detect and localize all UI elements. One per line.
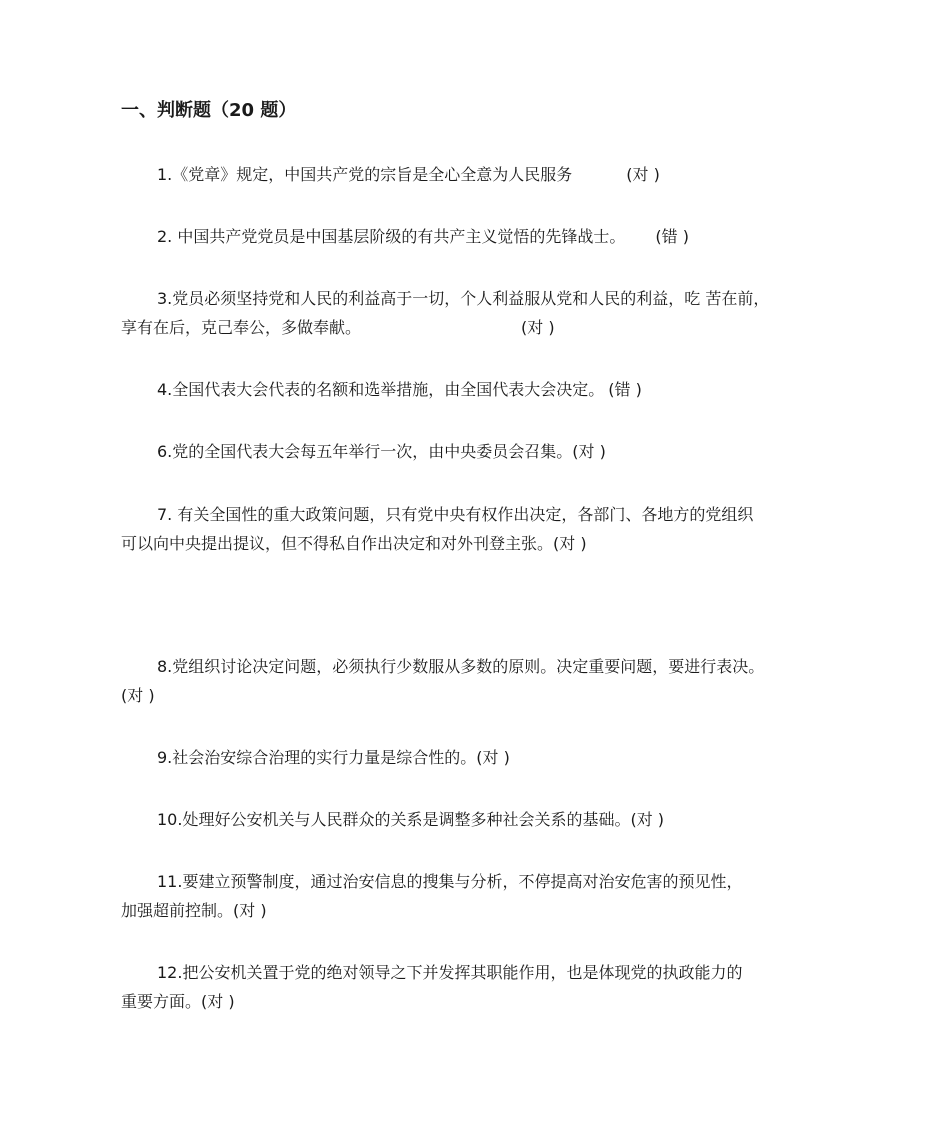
answer-mark: (对 ) (201, 992, 235, 1011)
section-heading: 一、判断题（20 题） (121, 100, 297, 121)
question-8 (121, 652, 841, 710)
question-7 (121, 500, 841, 558)
question-text: 2. 中国共产党党员是中国基层阶级的有共产主义觉悟的先锋战士。 (157, 227, 626, 246)
question-text: 1.《党章》规定，中国共产党的宗旨是全心全意为人民服务 (157, 165, 573, 184)
question-text: 6.党的全国代表大会每五年举行一次，由中央委员会召集。 (157, 442, 573, 461)
question-line (121, 437, 841, 466)
answer-mark: (对 ) (521, 318, 555, 337)
question-3 (121, 284, 841, 342)
question-line (121, 313, 841, 342)
question-2 (121, 222, 841, 251)
answer-mark: (对 ) (121, 686, 155, 705)
question-line: 7. 有关全国性的重大政策问题，只有党中央有权作出决定，各部门、各地方的党组织 (157, 505, 754, 524)
question-line (121, 160, 841, 189)
question-line (121, 805, 841, 834)
question-10 (121, 805, 841, 834)
answer-mark: (错 ) (608, 380, 642, 399)
answer-mark: (对 ) (626, 165, 660, 184)
answer-mark: (对 ) (630, 810, 665, 829)
answer-mark: (对 ) (233, 901, 267, 920)
answer-mark: (对 ) (476, 748, 510, 767)
question-text: 加强超前控制。 (121, 901, 234, 920)
question-11 (121, 867, 841, 925)
question-line: 3.党员必须坚持党和人民的利益高于一切，个人利益服从党和人民的利益，吃 苦在前， (157, 289, 770, 308)
question-text: 10.处理好公安机关与人民群众的关系是调整多种社会关系的基础。 (157, 810, 631, 829)
question-line (121, 375, 841, 404)
question-text: 重要方面。 (121, 992, 202, 1011)
question-6 (121, 437, 841, 466)
question-text: 可以向中央提出提议，但不得私自作出决定和对外刊登主张。 (121, 534, 554, 553)
question-line (121, 529, 841, 558)
question-12 (121, 958, 841, 1016)
question-line (121, 987, 841, 1016)
question-line (121, 222, 841, 251)
question-line: 8.党组织讨论决定问题，必须执行少数服从多数的原则。决定重要问题，要进行表决。 (157, 657, 765, 676)
answer-mark: (对 ) (572, 442, 606, 461)
question-9 (121, 743, 841, 772)
question-text: 9.社会治安综合治理的实行力量是综合性的。 (157, 748, 477, 767)
answer-mark: (对 ) (553, 534, 587, 553)
question-text: 享有在后，克己奉公，多做奉献。 (121, 318, 362, 337)
question-4 (121, 375, 841, 404)
question-line (121, 743, 841, 772)
question-line: 11.要建立预警制度，通过治安信息的搜集与分析，不停提高对治安危害的预见性， (157, 872, 743, 891)
question-line (121, 896, 841, 925)
answer-mark: (错 ) (655, 227, 689, 246)
question-line: 12.把公安机关置于党的绝对领导之下并发挥其职能作用，也是体现党的执政能力的 (157, 963, 743, 982)
question-1 (121, 160, 841, 189)
question-text: 4.全国代表大会代表的名额和选举措施，由全国代表大会决定。 (157, 380, 605, 399)
